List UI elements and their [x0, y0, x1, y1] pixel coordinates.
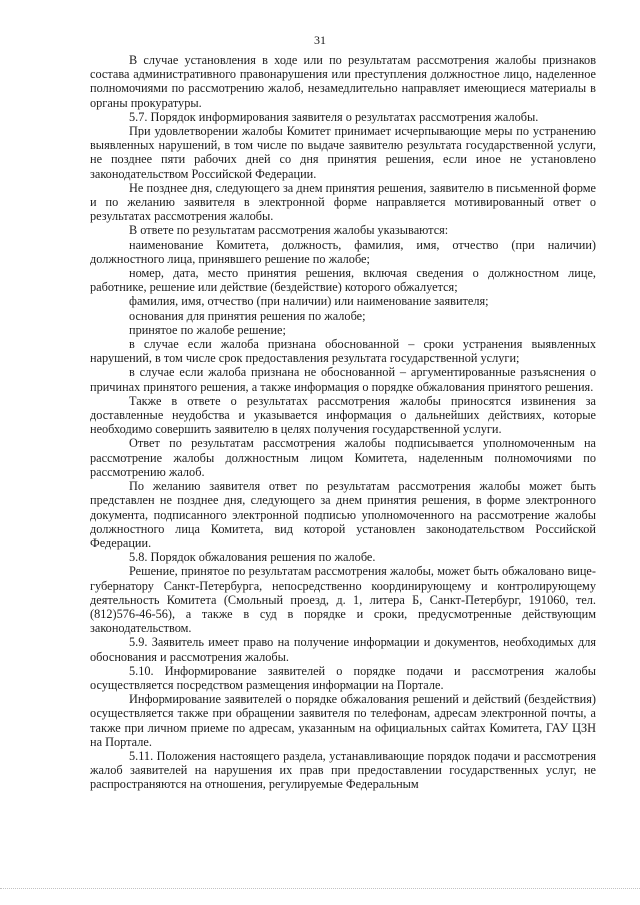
list-item: номер, дата, место принятия решения, включая сведения о должностном лице, работнике, решение или действие (бездействие) которого обжалуется; — [90, 266, 596, 295]
list-item: в случае если жалоба признана не обоснованной – аргументированные разъяснения о причинах принятого решения, а также информация о порядке обжалования принятого решения. — [90, 365, 596, 394]
scan-edge-divider — [0, 888, 640, 890]
list-item: основания для принятия решения по жалобе; — [129, 308, 366, 323]
paragraph: При удовлетворении жалобы Комитет принимает исчерпывающие меры по устранению выявленных нарушений, в том числе по выдаче заявителю результата государственной услуги, не позднее пяти рабочих дней со дня принятия решения, если иное не установлено законодательством Российской Федерации. — [90, 124, 596, 181]
paragraph: Не позднее дня, следующего за днем принятия решения, заявителю в письменной форме и по желанию заявителя в электронной форме направляется мотивированный ответ о результатах рассмотрения жалобы. — [90, 180, 596, 224]
list-item: фамилия, имя, отчество (при наличии) или наименование заявителя; — [129, 294, 489, 309]
list-item: принятое по жалобе решение; — [129, 322, 286, 337]
paragraph: В ответе по результатам рассмотрения жалобы указываются: — [129, 223, 449, 238]
paragraph: Информирование заявителей о порядке обжалования решений и действий (бездействия) осуществляется также при обращении заявителя по телефонам, адресам электронной почты, а также при личном приеме по адресам, указанным на официальных сайтах Комитета, ГАУ ЦЗН на Портале. — [90, 692, 596, 749]
paragraph: Также в ответе о результатах рассмотрения жалобы приносятся извинения за доставленные неудобства и указывается информация о дальнейших действиях, которые необходимо совершить заявителю в целях получения государственной услуги. — [90, 393, 596, 437]
list-item: в случае если жалоба признана обоснованной – сроки устранения выявленных нарушений, в том числе срок предоставления результата государственной услуги; — [90, 337, 596, 366]
paragraph: 5.9. Заявитель имеет право на получение информации и документов, необходимых для обоснования и рассмотрения жалобы. — [90, 635, 596, 664]
list-item: наименование Комитета, должность, фамилия, имя, отчество (при наличии) должностного лица, принявшего решение по жалобе; — [90, 237, 596, 266]
section-heading: 5.7. Порядок информирования заявителя о результатах рассмотрения жалобы. — [129, 109, 539, 124]
paragraph: Решение, принятое по результатам рассмотрения жалобы, может быть обжаловано вице-губернатору Санкт-Петербурга, непосредственно координирующему и контролирующему деятельность Комитета (Смольный проезд, д. 1, литера Б, Санкт-Петербург, 191060, тел. (812)576-46-56), а также в суд в порядке и сроки, предусмотренные действующим законодательством. — [90, 564, 596, 636]
paragraph: В случае установления в ходе или по результатам рассмотрения жалобы признаков состава административного правонарушения или преступления должностное лицо, наделенное полномочиями по рассмотрению жалоб, незамедлительно направляет имеющиеся материалы в органы прокуратуры. — [90, 53, 596, 110]
document-body — [90, 53, 596, 792]
paragraph: 5.10. Информирование заявителей о порядке подачи и рассмотрения жалобы осуществляется посредством размещения информации на Портале. — [90, 663, 596, 692]
page-number: 31 — [314, 33, 326, 47]
paragraph: 5.11. Положения настоящего раздела, устанавливающие порядок подачи и рассмотрения жалоб заявителей на нарушения их прав при предоставлении государственных услуг, не распространяются на отношения, регулируемые Федеральным — [90, 748, 596, 792]
paragraph: Ответ по результатам рассмотрения жалобы подписывается уполномоченным на рассмотрение жалобы должностным лицом Комитета, наделенным полномочиями по рассмотрению жалоб. — [90, 436, 596, 479]
section-heading: 5.8. Порядок обжалования решения по жалобе. — [129, 550, 376, 565]
paragraph: По желанию заявителя ответ по результатам рассмотрения жалобы может быть представлен не позднее дня, следующего за днем принятия решения, в форме электронного документа, подписанного электронной подписью уполномоченного на рассмотрение жалобы должностного лица Комитета, вид которой установлен законодательством Российской Федерации. — [90, 479, 596, 550]
